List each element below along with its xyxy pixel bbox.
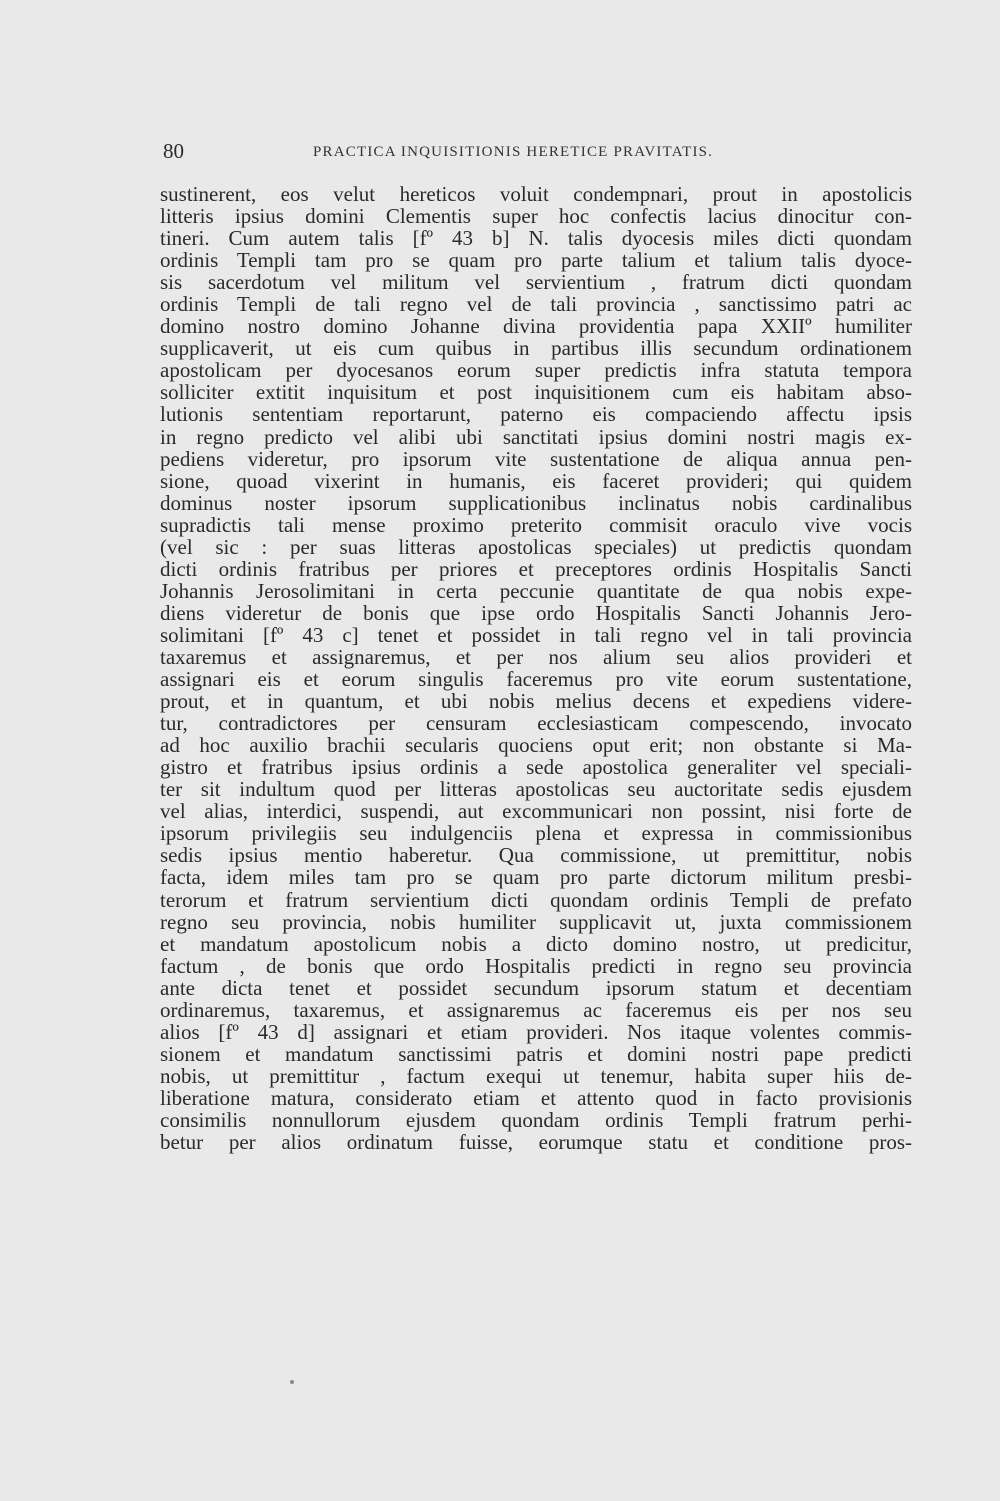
text-line: ordinis Templi de tali regno vel de tali provincia , sanctissimo patri ac: [160, 292, 912, 317]
text-line: supplicaverit, ut eis cum quibus in partibus illis secundum ordinationem: [160, 336, 912, 361]
running-title: PRACTICA INQUISITIONIS HERETICE PRAVITATIS.: [313, 144, 714, 160]
text-line: litteris ipsius domini Clementis super hoc confectis lacius dinocitur con-: [160, 204, 912, 229]
text-line: regno seu provincia, nobis humiliter supplicavit ut, juxta commissionem: [160, 909, 912, 934]
text-line: gistro et fratribus ipsius ordinis a sede apostolica generaliter vel speciali-: [160, 755, 912, 780]
text-line: pediens videretur, pro ipsorum vite sustentatione de aliqua annua pen-: [160, 446, 912, 471]
text-line: ad hoc auxilio brachii secularis quociens oput erit; non obstante si Ma-: [160, 733, 912, 758]
text-line: tur, contradictores per censuram ecclesiasticam compescendo, invocato: [160, 711, 912, 736]
text-line: domino nostro domino Johanne divina providentia papa XXIIº humiliter: [160, 314, 912, 339]
text-line: solimitani [fº 43 c] tenet et possidet in tali regno vel in tali provincia: [160, 622, 912, 647]
text-line: ter sit indultum quod per litteras apostolicas seu auctoritate sedis ejusdem: [160, 777, 912, 802]
text-line: alios [fº 43 d] assignari et etiam provideri. Nos itaque volentes commis-: [160, 1019, 912, 1044]
text-line: liberatione matura, considerato etiam et attento quod in facto provisionis: [160, 1085, 912, 1110]
text-line: sionem et mandatum sanctissimi patris et domini nostri pape predicti: [160, 1041, 912, 1066]
text-line: tineri. Cum autem talis [fº 43 b] N. talis dyocesis miles dicti quondam: [160, 226, 912, 251]
text-line: et mandatum apostolicum nobis a dicto domino nostro, ut predicitur,: [160, 931, 912, 956]
text-line: prout, et in quantum, et ubi nobis melius decens et expediens videre-: [160, 689, 912, 714]
text-line: ordinaremus, taxaremus, et assignaremus ac faceremus eis per nos seu: [160, 997, 912, 1022]
text-line: factum , de bonis que ordo Hospitalis predicti in regno seu provincia: [160, 953, 912, 978]
text-line: ordinis Templi tam pro se quam pro parte talium et talium talis dyoce-: [160, 248, 912, 273]
body-text: [160, 183, 912, 1153]
text-line: betur per alios ordinatum fuisse, eorumque statu et conditione pros-: [160, 1130, 912, 1155]
text-line: apostolicam per dyocesanos eorum super predictis infra statuta tempora: [160, 358, 912, 383]
text-line: (vel sic : per suas litteras apostolicas speciales) ut predictis quondam: [160, 534, 912, 559]
text-line: nobis, ut premittitur , factum exequi ut tenemur, habita super hiis de-: [160, 1063, 912, 1088]
text-line: ante dicta tenet et possidet secundum ipsorum statum et decentiam: [160, 975, 912, 1000]
text-line: sis sacerdotum vel militum vel servientium , fratrum dicti quondam: [160, 270, 912, 295]
text-line: consimilis nonnullorum ejusdem quondam ordinis Templi fratrum perhi-: [160, 1107, 912, 1132]
text-line: in regno predicto vel alibi ubi sanctitati ipsius domini nostri magis ex-: [160, 424, 912, 449]
text-line: taxaremus et assignaremus, et per nos alium seu alios provideri et: [160, 644, 912, 669]
text-line: assignari eis et eorum singulis faceremus pro vite eorum sustentatione,: [160, 667, 912, 692]
text-line: vel alias, interdici, suspendi, aut excommunicari non possint, nisi forte de: [160, 799, 912, 824]
text-line: Johannis Jerosolimitani in certa peccunie quantitate de qua nobis expe-: [160, 578, 912, 603]
paper-speck: [290, 1380, 294, 1384]
text-line: sustinerent, eos velut hereticos voluit condempnari, prout in apostolicis: [160, 182, 912, 206]
text-line: solliciter extitit inquisitum et post inquisitionem cum eis habitam abso-: [160, 380, 912, 405]
text-line: facta, idem miles tam pro se quam pro parte dictorum militum presbi-: [160, 865, 912, 890]
text-line: sedis ipsius mentio haberetur. Qua commissione, ut premittitur, nobis: [160, 843, 912, 868]
running-head: [163, 136, 913, 166]
text-line: diens videretur de bonis que ipse ordo Hospitalis Sancti Johannis Jero-: [160, 600, 912, 625]
text-line: lutionis sententiam reportarunt, paterno eis compaciendo affectu ipsis: [160, 402, 912, 427]
text-line: sione, quoad vixerint in humanis, eis faceret provideri; qui quidem: [160, 468, 912, 493]
text-line: terorum et fratrum servientium dicti quondam ordinis Templi de prefato: [160, 887, 912, 912]
text-line: dominus noster ipsorum supplicationibus inclinatus nobis cardinalibus: [160, 490, 912, 515]
text-line: ipsorum privilegiis seu indulgenciis plena et expressa in commissionibus: [160, 821, 912, 846]
text-line: dicti ordinis fratribus per priores et preceptores ordinis Hospitalis Sancti: [160, 556, 912, 581]
text-line: supradictis tali mense proximo preterito commisit oraculo vive vocis: [160, 512, 912, 537]
page-number: 80: [163, 139, 184, 163]
